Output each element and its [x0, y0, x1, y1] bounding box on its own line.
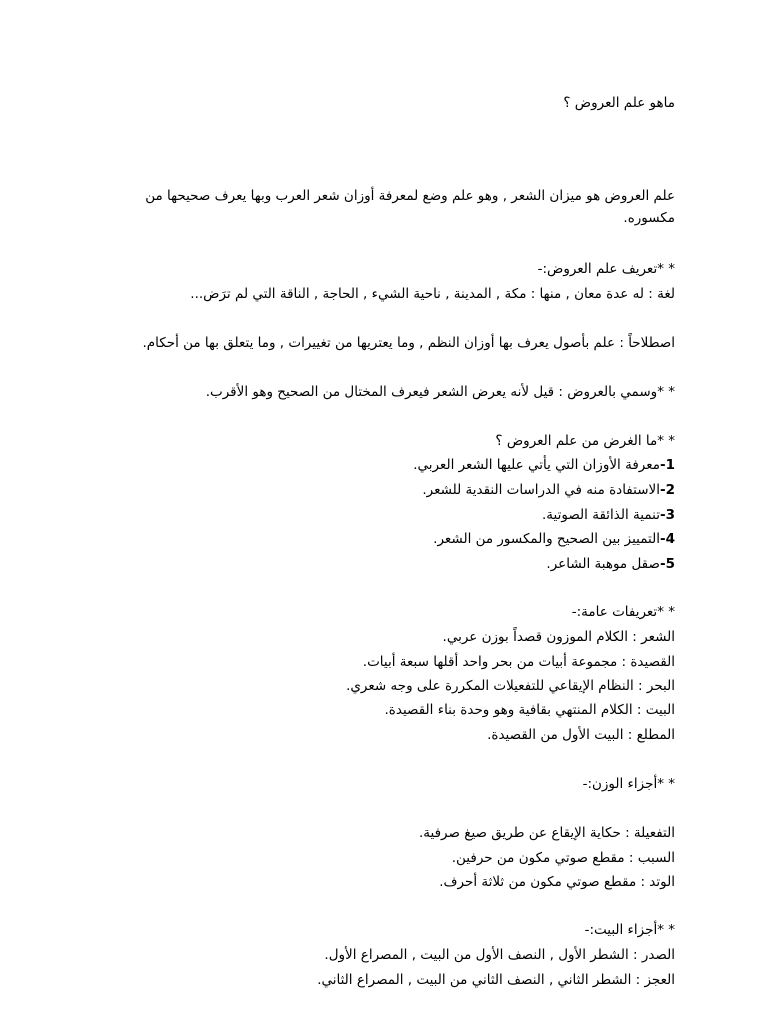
- goal-item: [433, 529, 675, 549]
- goal-number: 5-: [659, 556, 675, 572]
- goal-text: الاستفادة منه في الدراسات النقدية للشعر.: [422, 482, 660, 498]
- general-definition-item: المطلع : البيت الأول من القصيدة.: [487, 727, 675, 743]
- meter-part-item: التفعيلة : حكاية الإيقاع عن طريق صيغ صرفية.: [419, 825, 675, 841]
- intro-paragraph: علم العروض هو ميزان الشعر , وهو علم وضع لمعرفة أوزان شعر العرب وبها يعرف صحيحها من مكسوره.: [145, 188, 675, 226]
- meter-part-item: السبب : مقطع صوتي مكون من حرفين.: [451, 850, 675, 866]
- document-title: ماهو علم العروض ؟: [563, 95, 675, 111]
- definition-heading: * *تعريف علم العروض:-: [537, 261, 675, 277]
- technical-definition: اصطلاحاً : علم بأصول يعرف بها أوزان النظم , وما يعتريها من تغييرات , وما يتعلق بها من أحكام.: [142, 335, 675, 351]
- general-definitions-heading: * *تعريفات عامة:-: [571, 604, 675, 620]
- general-definition-item: القصيدة : مجموعة أبيات من بحر واحد أقلها سبعة أبيات.: [362, 654, 675, 670]
- verse-parts-heading: * *أجزاء البيت:-: [584, 922, 675, 938]
- linguistic-definition: لغة : له عدة معان , منها : مكة , المدينة , ناحية الشيء , الحاجة , الناقة التي لم ترَض...: [190, 286, 675, 302]
- goal-item: [422, 480, 675, 500]
- goal-text: صقل موهبة الشاعر.: [546, 556, 660, 572]
- verse-part-item: العجز : الشطر الثاني , النصف الثاني من البيت , المصراع الثاني.: [317, 972, 675, 988]
- general-definition-item: البيت : الكلام المنتهي بقافية وهو وحدة بناء القصيدة.: [384, 702, 675, 718]
- meter-parts-heading: * *أجزاء الوزن:-: [582, 776, 675, 792]
- goal-number: 2-: [659, 482, 675, 498]
- verse-part-item: الصدر : الشطر الأول , النصف الأول من البيت , المصراع الأول.: [324, 947, 675, 963]
- goal-number: 3-: [659, 507, 675, 523]
- goal-number: 1-: [659, 457, 675, 473]
- meter-part-item: الوتد : مقطع صوتي مكون من ثلاثة أحرف.: [439, 874, 675, 890]
- goal-text: معرفة الأوزان التي يأتي عليها الشعر العربي.: [413, 457, 660, 473]
- goal-item: [546, 554, 675, 574]
- goal-text: تنمية الذائقة الصوتية.: [542, 507, 660, 523]
- goals-heading: * *ما الغرض من علم العروض ؟: [495, 433, 675, 449]
- general-definition-item: البحر : النظام الإيقاعي للتفعيلات المكررة على وجه شعري.: [346, 678, 675, 694]
- general-definition-item: الشعر : الكلام الموزون قصداً بوزن عربي.: [442, 629, 675, 645]
- goal-item: [413, 455, 675, 475]
- goal-item: [542, 505, 675, 525]
- goal-text: التمييز بين الصحيح والمكسور من الشعر.: [433, 531, 660, 547]
- goal-number: 4-: [659, 531, 675, 547]
- naming-reason: * *وسمي بالعروض : قيل لأنه يعرض الشعر فيعرف المختال من الصحيح وهو الأقرب.: [205, 384, 675, 400]
